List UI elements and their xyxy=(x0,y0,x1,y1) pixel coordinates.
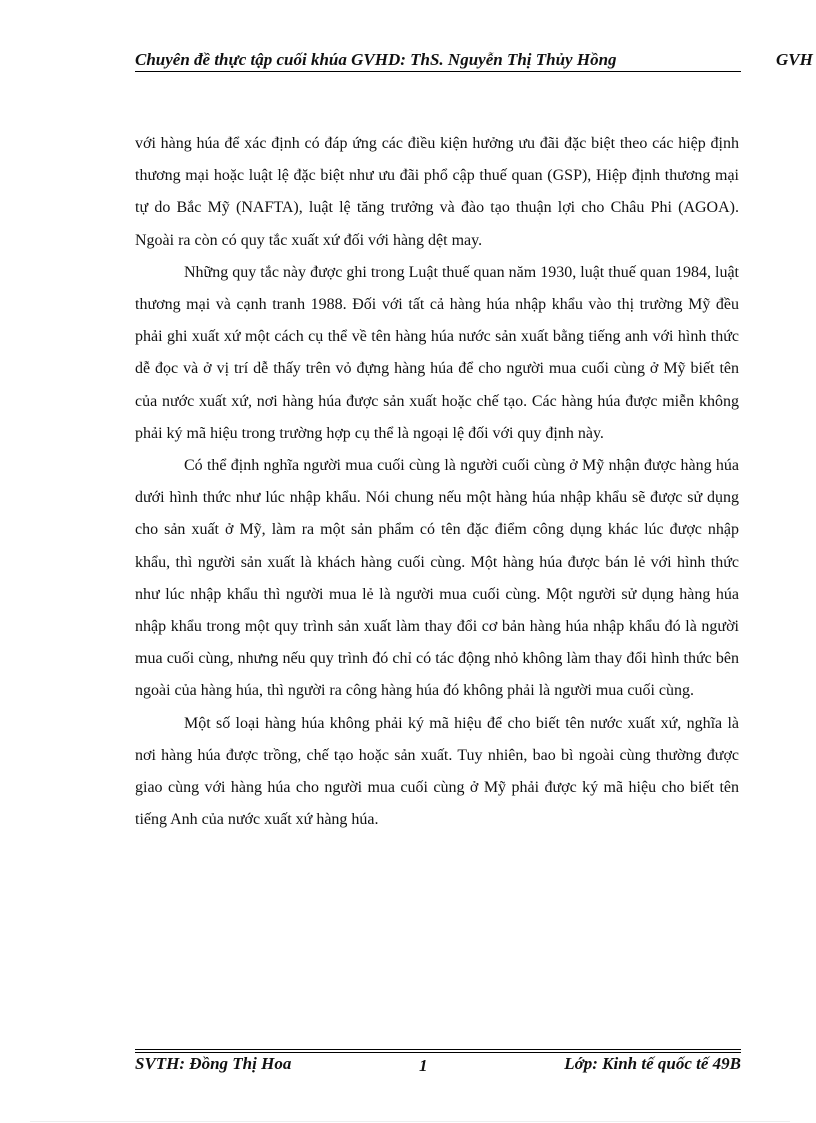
header-title: Chuyên đề thực tập cuối khúa GVHD: ThS. Nguyễn Thị Thủy Hồng xyxy=(135,50,617,69)
paragraph: Một số loại hàng húa không phải ký mã hiệu để cho biết tên nước xuất xứ, nghĩa là nơi hàng húa được trồng, chế tạo hoặc sản xuất. Tuy nhiên, bao bì ngoài cùng thường được giao cùng với hàng húa cho người mua cuối cùng ở Mỹ phải được ký mã hiệu cho biết tên tiếng Anh của nước xuất xứ hàng húa. xyxy=(135,714,739,829)
header-rule xyxy=(135,71,741,72)
paragraph: Có thể định nghĩa người mua cuối cùng là người cuối cùng ở Mỹ nhận được hàng húa dưới hình thức như lúc nhập khẩu. Nói chung nếu một hàng húa nhập khẩu sẽ được sử dụng cho sản xuất ở Mỹ, làm ra một sản phẩm có tên đặc điểm công dụng khác lúc được nhập khẩu, thì người sản xuất là khách hàng cuối cùng. Một hàng húa được bán lẻ với hình thức như lúc nhập khẩu thì người mua lẻ là người mua cuối cùng. Một người sử dụng hàng húa nhập khẩu trong một quy trình sản xuất làm thay đổi cơ bản hàng húa nhập khẩu đó là người mua cuối cùng, nhưng nếu quy trình đó chỉ có tác động nhỏ không làm thay đổi hình thức bên ngoài của hàng húa, thì người ra công hàng húa đó không phải là người mua cuối cùng. xyxy=(135,457,739,700)
page-bottom-edge xyxy=(30,1121,790,1122)
footer-class: Lớp: Kinh tế quốc tế 49B xyxy=(564,1054,741,1073)
footer-rule xyxy=(135,1049,741,1050)
paragraph: với hàng húa để xác định có đáp ứng các điều kiện hưởng ưu đãi đặc biệt theo các hiệp định thương mại hoặc luật lệ đặc biệt như ưu đãi phổ cập thuế quan (GSP), Hiệp định thương mại tự do Bắc Mỹ (NAFTA), luật lệ tăng trưởng và đào tạo thuận lợi cho Châu Phi (AGOA). Ngoài ra còn có quy tắc xuất xứ đối với hàng dệt may. xyxy=(135,135,739,249)
footer-student: SVTH: Đồng Thị Hoa xyxy=(135,1054,292,1073)
footer-rule-secondary xyxy=(135,1052,741,1053)
paragraph: Những quy tắc này được ghi trong Luật thuế quan năm 1930, luật thuế quan 1984, luật thương mại và cạnh tranh 1988. Đối với tất cả hàng húa nhập khẩu vào thị trường Mỹ đều phải ghi xuất xứ một cách cụ thể về tên hàng húa nước sản xuất bằng tiếng anh với hình thức dễ đọc và ở vị trí dễ thấy trên vỏ đựng hàng húa để cho người mua cuối cùng ở Mỹ biết tên của nước xuất xứ, nơi hàng húa được sản xuất hoặc chế tạo. Các hàng húa được miễn không phải ký mã hiệu trong trường hợp cụ thể là ngoại lệ đối với quy định này. xyxy=(135,263,739,442)
header-right-text: GVH xyxy=(776,50,813,69)
page-footer xyxy=(135,1054,741,1078)
page-number: 1 xyxy=(419,1056,428,1075)
document-body xyxy=(135,128,739,836)
